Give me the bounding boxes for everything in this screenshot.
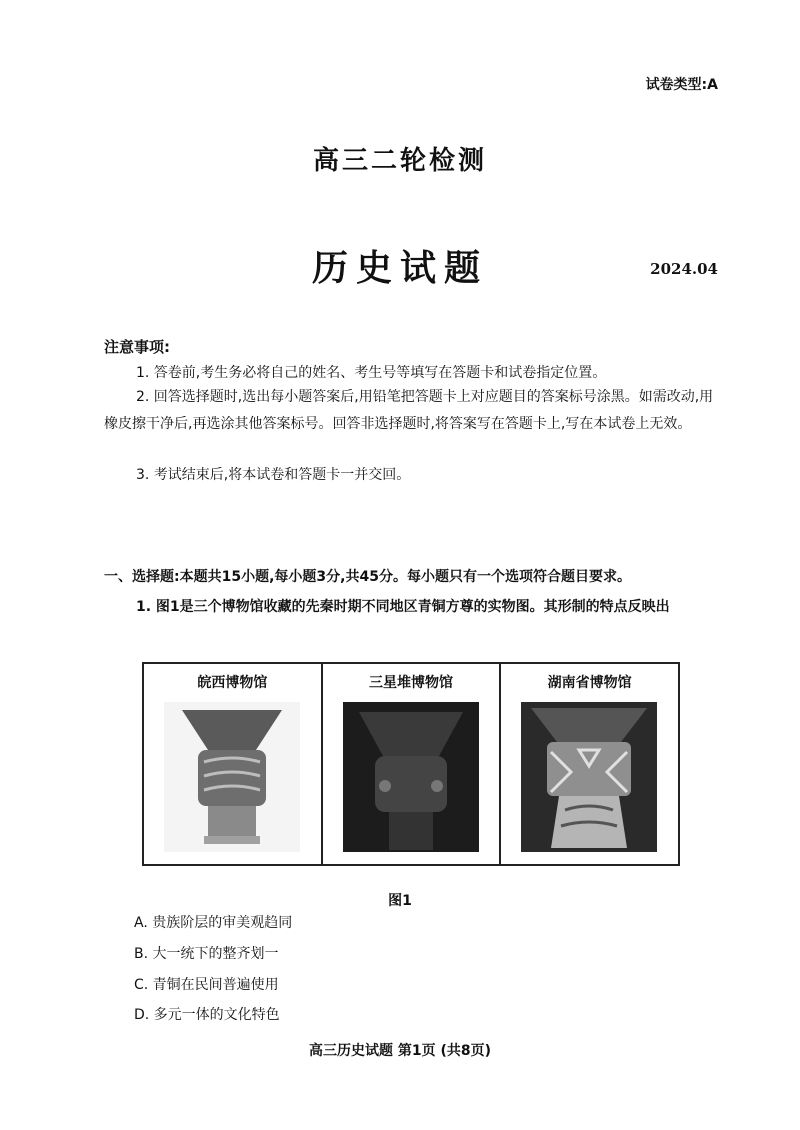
bronze-zun-photo-3 <box>521 702 657 852</box>
option-d: D. 多元一体的文化特色 <box>134 1007 280 1023</box>
option-a: A. 贵族阶层的审美观趋同 <box>134 915 293 931</box>
notice-item-3: 3. 考试结束后,将本试卷和答题卡一并交回。 <box>136 467 411 483</box>
notice-heading: 注意事项: <box>104 338 170 356</box>
section-heading: 一、选择题:本题共15小题,每小题3分,共45分。每小题只有一个选项符合题目要求。 <box>104 569 631 585</box>
notice-item-1: 1. 答卷前,考生务必将自己的姓名、考生号等填写在答题卡和试卷指定位置。 <box>136 365 607 381</box>
figure-caption: 图1 <box>388 893 412 909</box>
question-1-stem: 1. 图1是三个博物馆收藏的先秦时期不同地区青铜方尊的实物图。其形制的特点反映出 <box>136 599 670 615</box>
panel-label: 湖南省博物馆 <box>547 675 632 691</box>
figure-panel-wanxi <box>144 664 323 864</box>
exam-date: 2024.04 <box>650 260 718 278</box>
option-c: C. 青铜在民间普遍使用 <box>134 977 279 993</box>
subject-title: 历史试题 <box>311 247 488 289</box>
figure-panel-sanxingdui <box>323 664 502 864</box>
option-b: B. 大一统下的整齐划一 <box>134 946 279 962</box>
bronze-zun-photo-1 <box>164 702 300 852</box>
bronze-zun-photo-2 <box>343 702 479 852</box>
page-footer: 高三历史试题 第1页 (共8页) <box>308 1043 492 1059</box>
exam-title: 高三二轮检测 <box>312 146 487 176</box>
panel-label: 三星堆博物馆 <box>369 675 453 691</box>
notice-item-2: 2. 回答选择题时,选出每小题答案后,用铅笔把答题卡上对应题目的答案标号涂黑。如需改动,用橡皮擦干净后,再选涂其他答案标号。回答非选择题时,将答案写在答题卡上,写在本试卷上无效。 <box>104 389 714 432</box>
paper-type-label: 试卷类型:A <box>645 77 718 93</box>
panel-label: 皖西博物馆 <box>197 675 268 691</box>
figure-panel-hunan <box>501 664 678 864</box>
figure-1 <box>142 662 680 866</box>
